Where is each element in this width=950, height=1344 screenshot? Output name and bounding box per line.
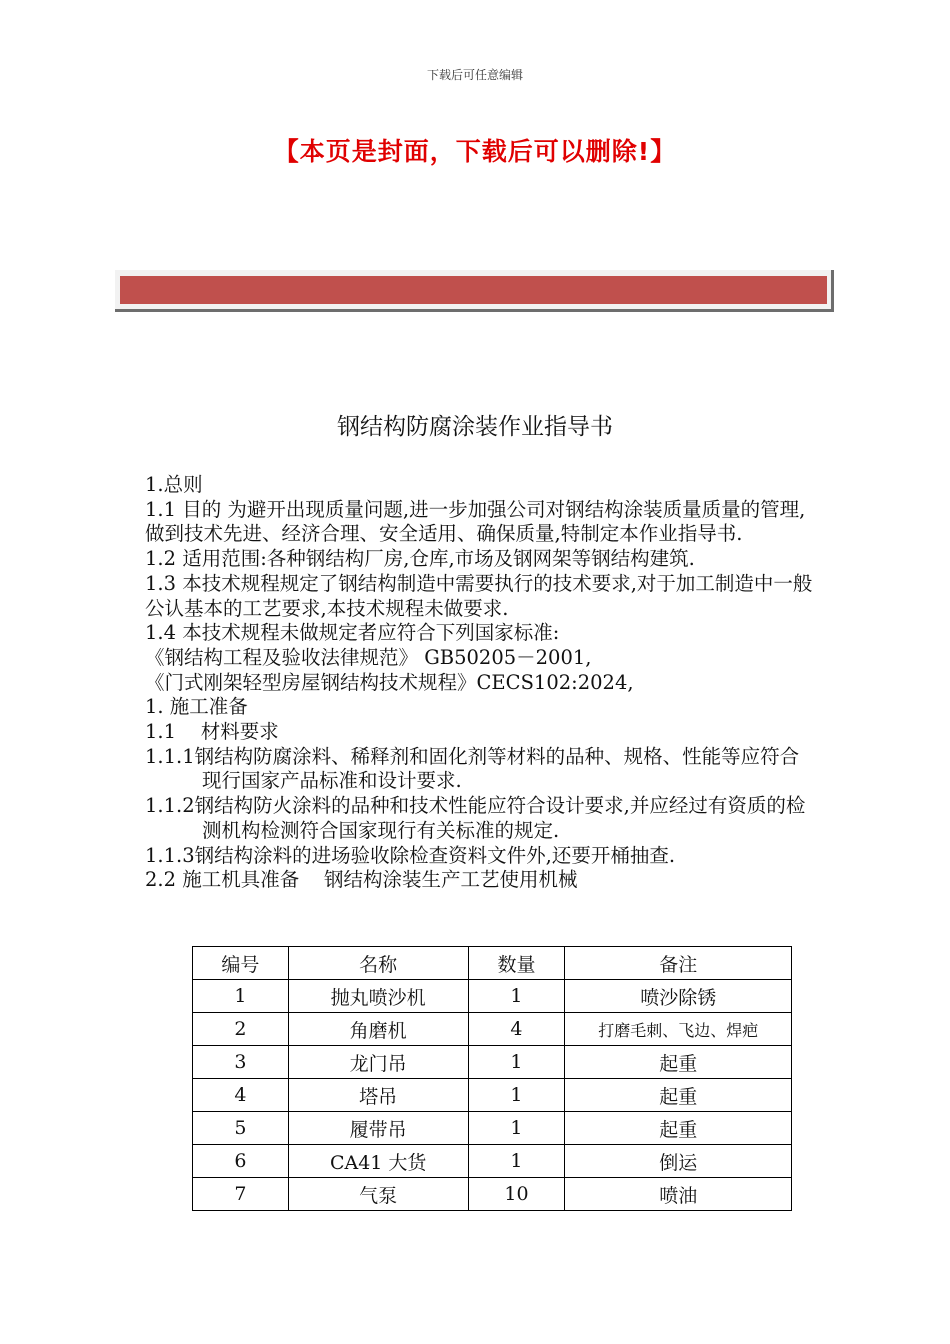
table-row <box>193 1079 792 1112</box>
document-body <box>145 473 815 893</box>
table-cell: 履带吊 <box>288 1112 468 1145</box>
decorative-banner <box>115 270 834 312</box>
table-cell: 抛丸喷沙机 <box>288 980 468 1013</box>
table-header: 数量 <box>468 947 565 980</box>
banner-fill <box>120 276 827 304</box>
table-row <box>193 1145 792 1178</box>
table-cell: 塔吊 <box>288 1079 468 1112</box>
cover-note: 【本页是封面，下载后可以删除!】 <box>273 137 677 166</box>
paragraph-scope: 1.2 适用范围:各种钢结构厂房,仓库,市场及钢网架等钢结构建筑. <box>145 547 695 571</box>
table-row <box>193 1013 792 1046</box>
section-heading: 1.总则 <box>145 473 203 496</box>
table-cell: 6 <box>193 1145 289 1178</box>
table-cell: 起重 <box>565 1112 792 1145</box>
equipment-table <box>192 946 792 1211</box>
table-header-row <box>193 947 792 980</box>
table-cell: 起重 <box>565 1079 792 1112</box>
table-cell: 1 <box>468 980 565 1013</box>
paragraph-material-1: 1.1.1钢结构防腐涂料、稀释剂和固化剂等材料的品种、规格、性能等应符合现行国家产品标准和设计要求. <box>145 744 800 793</box>
table-header: 编号 <box>193 947 289 980</box>
table-cell: 1 <box>468 1145 565 1178</box>
table-cell: 喷油 <box>565 1178 792 1211</box>
header-note: 下载后可任意编辑 <box>426 68 523 82</box>
table-cell: 10 <box>468 1178 565 1211</box>
standard-item: 《钢结构工程及验收法律规范》 GB50205－2001, <box>145 645 592 669</box>
paragraph-rules: 1.3 本技术规程规定了钢结构制造中需要执行的技术要求,对于加工制造中一般公认基本的工艺要求,本技术规程未做要求. <box>145 571 813 620</box>
subsection-heading: 1.1 材料要求 <box>145 720 279 744</box>
paragraph-material-2: 1.1.2钢结构防火涂料的品种和技术性能应符合设计要求,并应经过有资质的检测机构检测符合国家现行有关标准的规定. <box>145 794 806 842</box>
table-cell: 起重 <box>565 1046 792 1079</box>
table-cell: 4 <box>468 1013 565 1046</box>
table-cell: 1 <box>193 980 289 1013</box>
table-cell: 倒运 <box>565 1145 792 1178</box>
paragraph-standards: 1.4 本技术规程未做规定者应符合下列国家标准: <box>145 621 560 645</box>
table-cell: 打磨毛刺、飞边、焊疤 <box>565 1013 792 1046</box>
table-row <box>193 1046 792 1079</box>
table-cell: 1 <box>468 1079 565 1112</box>
table-cell: 1 <box>468 1046 565 1079</box>
table-cell: 喷沙除锈 <box>565 980 792 1013</box>
table-cell: CA41 大货 <box>288 1145 468 1178</box>
table-header: 备注 <box>565 947 792 980</box>
table-cell: 龙门吊 <box>288 1046 468 1079</box>
standard-item: 《门式刚架轻型房屋钢结构技术规程》CECS102:2024, <box>145 670 634 694</box>
table-cell: 4 <box>193 1079 289 1112</box>
document-title: 钢结构防腐涂装作业指导书 <box>337 414 613 440</box>
table-row <box>193 1178 792 1211</box>
table-cell: 3 <box>193 1046 289 1079</box>
table-row <box>193 1112 792 1145</box>
section-heading: 1. 施工准备 <box>145 695 248 719</box>
paragraph-purpose: 1.1 目的 为避开出现质量问题,进一步加强公司对钢结构涂装质量质量的管理,做到技术先进、经济合理、安全适用、确保质量,特制定本作业指导书. <box>145 497 806 546</box>
table-cell: 角磨机 <box>288 1013 468 1046</box>
table-cell: 1 <box>468 1112 565 1145</box>
subsection-heading: 2.2 施工机具准备 钢结构涂装生产工艺使用机械 <box>145 868 578 892</box>
table-row <box>193 980 792 1013</box>
table-cell: 5 <box>193 1112 289 1145</box>
table-cell: 2 <box>193 1013 289 1046</box>
table-cell: 气泵 <box>288 1178 468 1211</box>
paragraph-material-3: 1.1.3钢结构涂料的进场验收除检查资料文件外,还要开桶抽查. <box>145 843 676 867</box>
table-cell: 7 <box>193 1178 289 1211</box>
table-header: 名称 <box>288 947 468 980</box>
